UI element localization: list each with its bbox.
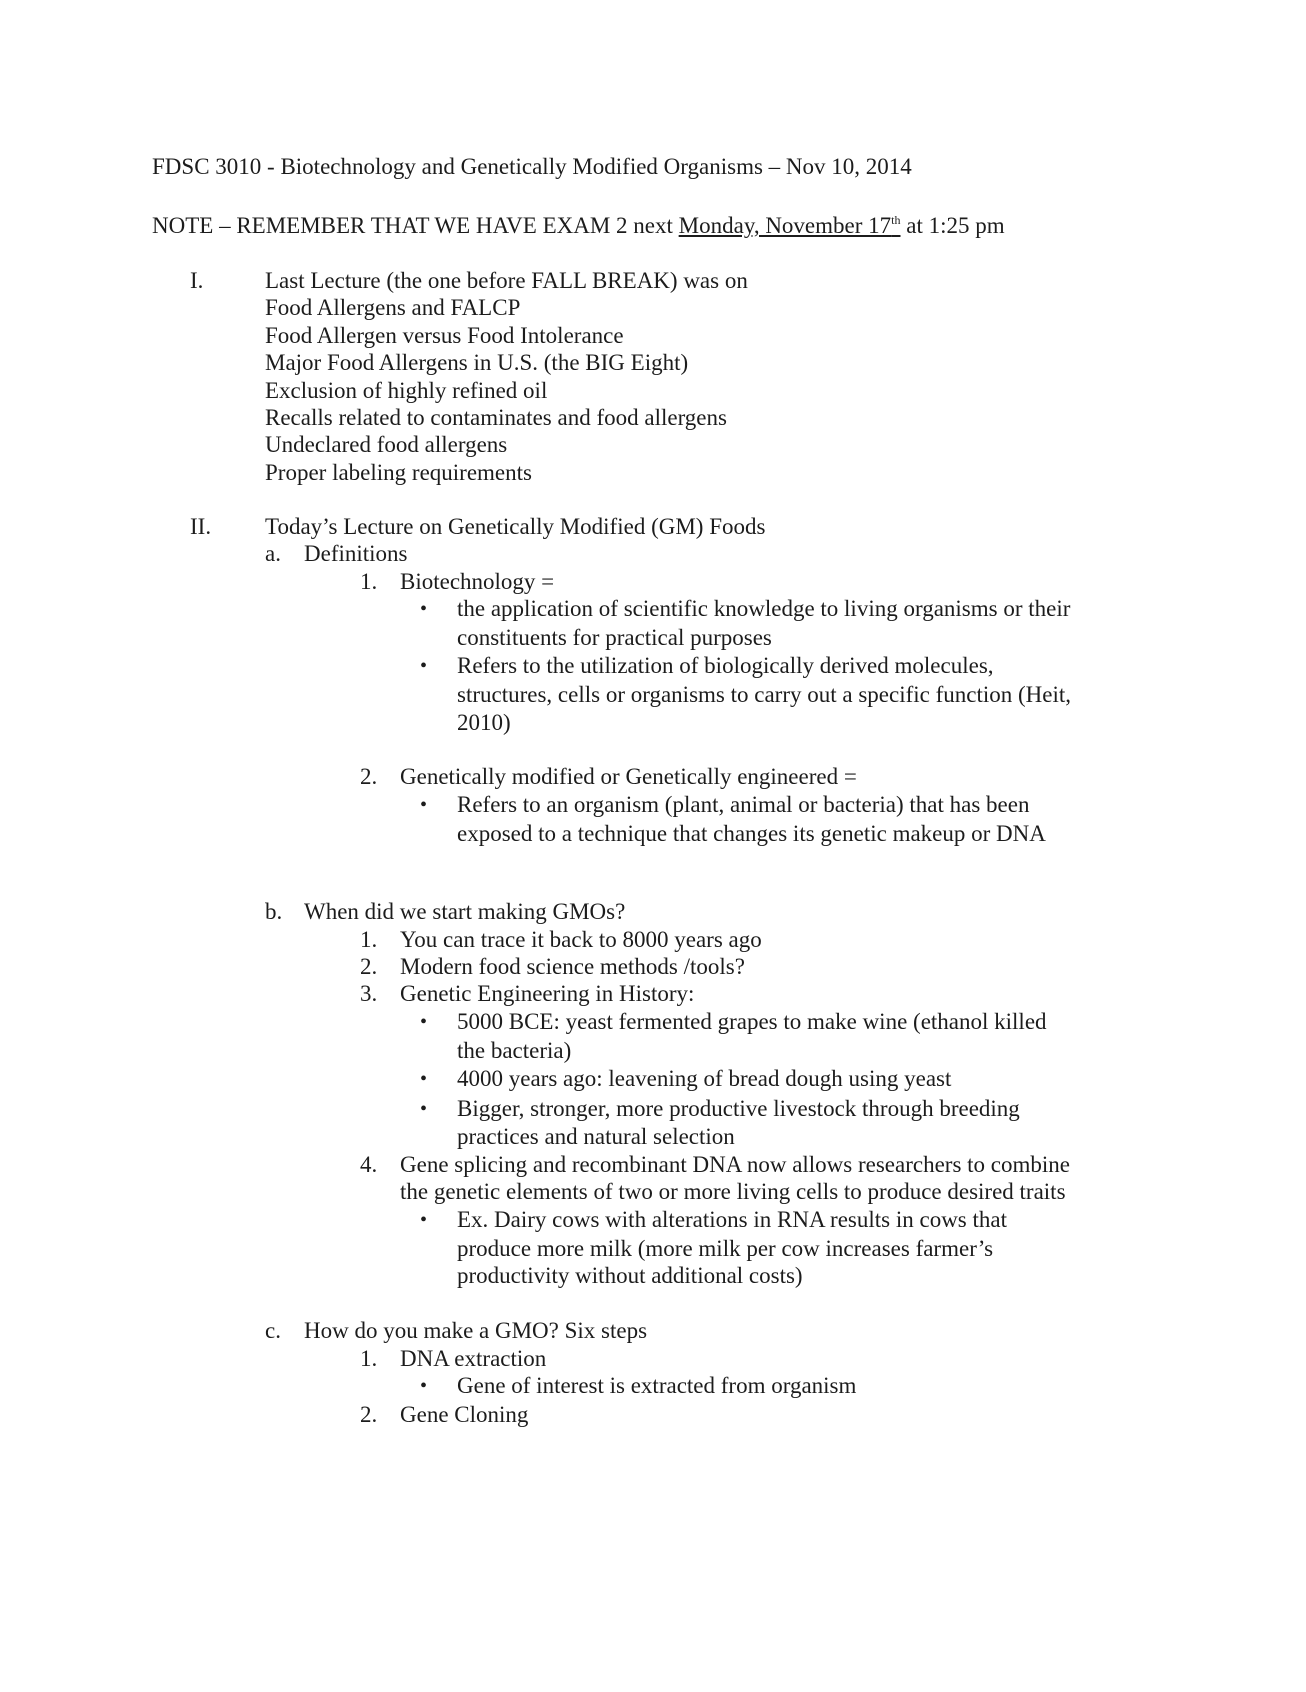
note-suffix: at 1:25 pm: [900, 213, 1005, 238]
section-1-line: Recalls related to contaminates and food allergens: [265, 405, 727, 430]
section-1-line: Proper labeling requirements: [265, 460, 532, 485]
note-prefix: NOTE – REMEMBER THAT WE HAVE EXAM 2 next: [152, 213, 679, 238]
subsection-a-title: Definitions: [304, 541, 408, 566]
bullet-text: the application of scientific knowledge to living organisms or their: [457, 596, 1071, 621]
bullet-icon: •: [420, 655, 428, 677]
bullet-icon: •: [420, 794, 428, 816]
bullet-icon: •: [420, 1068, 428, 1090]
bullet-text: 4000 years ago: leavening of bread dough using yeast: [457, 1066, 952, 1091]
section-1-line: Exclusion of highly refined oil: [265, 378, 548, 403]
bullet-icon: •: [420, 1098, 428, 1120]
section-1-numeral: I.: [190, 268, 204, 293]
item-number: 1.: [360, 1346, 378, 1371]
bullet-text: Bigger, stronger, more productive livestock through breeding: [457, 1096, 1020, 1121]
item-number: 2.: [360, 764, 378, 789]
section-2-numeral: II.: [190, 514, 212, 539]
note-date: Monday, November 17th: [678, 213, 901, 238]
list-item: You can trace it back to 8000 years ago: [400, 927, 762, 952]
subsection-b-title: When did we start making GMOs?: [304, 899, 626, 924]
bullet-text: produce more milk (more milk per cow increases farmer’s: [457, 1236, 994, 1261]
list-item: DNA extraction: [400, 1346, 547, 1371]
bullet-text: practices and natural selection: [457, 1124, 735, 1149]
list-item: the genetic elements of two or more living cells to produce desired traits: [400, 1179, 1066, 1204]
item-number: 4.: [360, 1152, 378, 1177]
section-2-heading: Today’s Lecture on Genetically Modified (GM) Foods: [265, 514, 766, 539]
bullet-text: 2010): [457, 710, 511, 735]
section-1-line: Last Lecture (the one before FALL BREAK) was on: [265, 268, 748, 293]
list-item: Genetic Engineering in History:: [400, 981, 695, 1006]
bullet-text: productivity without additional costs): [457, 1263, 803, 1288]
item-number: 3.: [360, 981, 378, 1006]
item-number: 1.: [360, 927, 378, 952]
section-1-line: Food Allergen versus Food Intolerance: [265, 323, 624, 348]
bullet-text: constituents for practical purposes: [457, 625, 772, 650]
bullet-text: exposed to a technique that changes its genetic makeup or DNA: [457, 821, 1046, 846]
bullet-text: the bacteria): [457, 1038, 572, 1063]
item-number: 2.: [360, 954, 378, 979]
subsection-c-title: How do you make a GMO? Six steps: [304, 1318, 648, 1343]
bullet-text: Refers to an organism (plant, animal or bacteria) that has been: [457, 792, 1030, 817]
section-1-line: Undeclared food allergens: [265, 432, 508, 457]
list-item: Modern food science methods /tools?: [400, 954, 745, 979]
gm-term: Genetically modified or Genetically engineered =: [400, 764, 857, 789]
bullet-icon: •: [420, 1375, 428, 1397]
exam-note: [152, 211, 1005, 241]
bullet-icon: •: [420, 1011, 428, 1033]
bullet-text: Ex. Dairy cows with alterations in RNA results in cows that: [457, 1207, 1008, 1232]
subsection-b-letter: b.: [265, 899, 283, 924]
list-item: Gene splicing and recombinant DNA now allows researchers to combine: [400, 1152, 1070, 1177]
list-item: Gene Cloning: [400, 1402, 529, 1427]
document-title: FDSC 3010 - Biotechnology and Genetically Modified Organisms – Nov 10, 2014: [152, 154, 912, 179]
bullet-icon: •: [420, 598, 428, 620]
bullet-icon: •: [420, 1209, 428, 1231]
bullet-text: Refers to the utilization of biologically derived molecules,: [457, 653, 994, 678]
subsection-c-letter: c.: [265, 1318, 281, 1343]
biotechnology-term: Biotechnology =: [400, 569, 555, 594]
section-1-line: Major Food Allergens in U.S. (the BIG Eight): [265, 350, 689, 375]
item-number: 2.: [360, 1402, 378, 1427]
bullet-text: structures, cells or organisms to carry out a specific function (Heit,: [457, 682, 1072, 707]
bullet-text: 5000 BCE: yeast fermented grapes to make wine (ethanol killed: [457, 1009, 1047, 1034]
section-1-line: Food Allergens and FALCP: [265, 295, 521, 320]
bullet-text: Gene of interest is extracted from organism: [457, 1373, 857, 1398]
item-number: 1.: [360, 569, 378, 594]
subsection-a-letter: a.: [265, 541, 281, 566]
